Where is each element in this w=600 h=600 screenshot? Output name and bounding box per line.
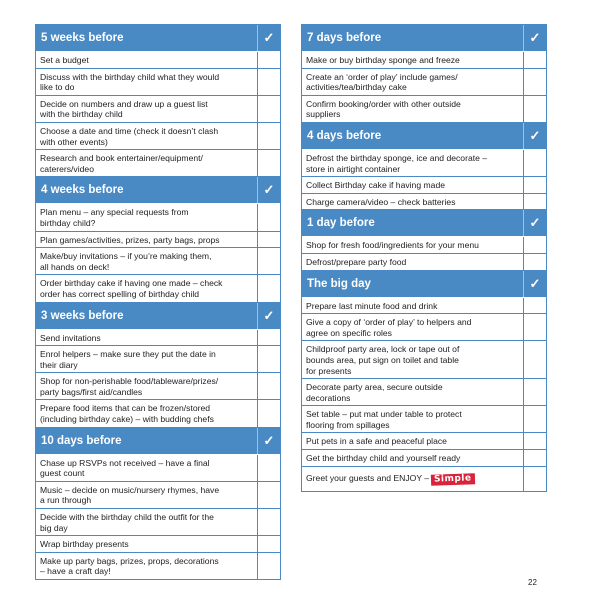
checklist-row (36, 275, 280, 302)
checkbox-cell[interactable] (524, 450, 546, 466)
checkbox-cell[interactable] (524, 96, 546, 122)
checkbox-cell[interactable] (258, 52, 280, 68)
checklist-item-text: Set a budget (36, 52, 258, 68)
left-checklist (35, 24, 281, 580)
check-mark-icon: ✓ (257, 303, 280, 329)
checklist-item-text: Make up party bags, prizes, props, decorations – have a craft day! (36, 553, 258, 579)
checkbox-cell[interactable] (524, 314, 546, 340)
simple-logo: Simple (431, 473, 475, 486)
checkbox-cell[interactable] (524, 150, 546, 176)
checklist-item-text: Decorate party area, secure outside decorations (302, 379, 524, 405)
section-header-4-weeks-before (36, 177, 280, 204)
checkbox-cell[interactable] (524, 406, 546, 432)
checkbox-cell[interactable] (258, 509, 280, 535)
checklist-item-text: Shop for fresh food/ingredients for your menu (302, 237, 524, 253)
checklist-item-text: Decide on numbers and draw up a guest list with the birthday child (36, 96, 258, 122)
checklist-row (36, 96, 280, 123)
section-title: 4 weeks before (41, 184, 124, 197)
checklist-row (36, 509, 280, 536)
checklist-item-text: Enrol helpers – make sure they put the date in their diary (36, 346, 258, 372)
checkbox-cell[interactable] (258, 400, 280, 426)
checklist-row (302, 467, 546, 491)
checklist-item-text: Charge camera/video – check batteries (302, 194, 524, 210)
checkbox-cell[interactable] (524, 379, 546, 405)
checklist-item-text: Send invitations (36, 330, 258, 346)
checklist-item-text: Defrost/prepare party food (302, 254, 524, 270)
checkbox-cell[interactable] (524, 194, 546, 210)
check-mark-icon: ✓ (257, 428, 280, 454)
checkbox-cell[interactable] (258, 123, 280, 149)
checklist-item-text: Research and book entertainer/equipment/ caterers/video (36, 150, 258, 176)
checkbox-cell[interactable] (258, 69, 280, 95)
checklist-row (36, 536, 280, 553)
check-mark-icon: ✓ (523, 271, 546, 297)
section-header-the-big-day (302, 271, 546, 298)
checkbox-cell[interactable] (524, 52, 546, 68)
checklist-item-text: Plan menu – any special requests from birthday child? (36, 204, 258, 230)
check-mark-icon: ✓ (523, 25, 546, 51)
checklist-item-text: Discuss with the birthday child what they would like to do (36, 69, 258, 95)
check-mark-icon: ✓ (523, 123, 546, 149)
section-title: 4 days before (307, 129, 382, 142)
section-title: 10 days before (41, 434, 122, 447)
checklist-row (36, 400, 280, 427)
page-number: 22 (528, 578, 537, 587)
checklist-item-text: Music – decide on music/nursery rhymes, have a run through (36, 482, 258, 508)
checklist-row (36, 455, 280, 482)
checklist-row (36, 346, 280, 373)
section-header-3-weeks-before (36, 303, 280, 330)
checklist-row (302, 254, 546, 271)
checkbox-cell[interactable] (258, 553, 280, 579)
checklist-row (36, 482, 280, 509)
checklist-item-text: Put pets in a safe and peaceful place (302, 433, 524, 449)
checkbox-cell[interactable] (258, 482, 280, 508)
checklist-row (302, 150, 546, 177)
checkbox-cell[interactable] (258, 248, 280, 274)
checkbox-cell[interactable] (524, 433, 546, 449)
checklist-row (302, 450, 546, 467)
checklist-item-text: Make or buy birthday sponge and freeze (302, 52, 524, 68)
checklist-item-text: Get the birthday child and yourself ready (302, 450, 524, 466)
checklist-row (36, 330, 280, 347)
section-header-1-day-before (302, 210, 546, 237)
checkbox-cell[interactable] (524, 237, 546, 253)
checkbox-cell[interactable] (258, 275, 280, 301)
checklist-row (302, 69, 546, 96)
checklist-item-text: Shop for non-perishable food/tableware/prizes/ party bags/first aid/candles (36, 373, 258, 399)
checklist-item-text: Create an ‘order of play’ include games/ activities/tea/birthday cake (302, 69, 524, 95)
checklist-item-text: Chase up RSVPs not received – have a final guest count (36, 455, 258, 481)
checklist-item-text: Give a copy of ‘order of play’ to helpers and agree on specific roles (302, 314, 524, 340)
checklist-row (302, 433, 546, 450)
checklist-row (302, 379, 546, 406)
checklist-item-text: Choose a date and time (check it doesn’t clash with other events) (36, 123, 258, 149)
checkbox-cell[interactable] (524, 254, 546, 270)
checkbox-cell[interactable] (524, 341, 546, 378)
checklist-row (302, 52, 546, 69)
checklist-row (302, 341, 546, 379)
checkbox-cell[interactable] (258, 346, 280, 372)
checklist-row (36, 69, 280, 96)
checkbox-cell[interactable] (258, 232, 280, 248)
checklist-row (36, 373, 280, 400)
right-checklist (301, 24, 547, 492)
section-title: 1 day before (307, 217, 375, 230)
checklist-item-text: Confirm booking/order with other outside suppliers (302, 96, 524, 122)
checklist-row (302, 194, 546, 211)
checklist-item-text: Plan games/activities, prizes, party bags, props (36, 232, 258, 248)
section-title: 3 weeks before (41, 309, 124, 322)
checklist-row (302, 177, 546, 194)
checklist-row (302, 314, 546, 341)
checkbox-cell[interactable] (524, 69, 546, 95)
checklist-row (36, 204, 280, 231)
checkbox-cell[interactable] (258, 330, 280, 346)
checklist-row (302, 237, 546, 254)
checklist-item-text: Childproof party area, lock or tape out of bounds area, put sign on toilet and table for presents (302, 341, 524, 378)
checkbox-cell[interactable] (524, 467, 546, 491)
checklist-item-text: Defrost the birthday sponge, ice and decorate – store in airtight container (302, 150, 524, 176)
checklist-row (36, 232, 280, 249)
checklist-item-text: Order birthday cake if having one made – check order has correct spelling of birthday child (36, 275, 258, 301)
checklist-row (302, 298, 546, 315)
checklist-row (36, 248, 280, 275)
checklist-item-text: Wrap birthday presents (36, 536, 258, 552)
checklist-item-text: Make/buy invitations – if you’re making them, all hands on deck! (36, 248, 258, 274)
checklist-row (36, 123, 280, 150)
checkbox-cell[interactable] (524, 177, 546, 193)
checkbox-cell[interactable] (258, 373, 280, 399)
checkbox-cell[interactable] (258, 204, 280, 230)
section-header-5-weeks-before (36, 25, 280, 52)
checkbox-cell[interactable] (258, 536, 280, 552)
checkbox-cell[interactable] (258, 150, 280, 176)
checklist-item-text: Greet your guests and ENJOY – Simple (302, 467, 524, 491)
checklist-item-text: Set table – put mat under table to protect flooring from spillages (302, 406, 524, 432)
checklist-row (36, 150, 280, 177)
checkbox-cell[interactable] (258, 455, 280, 481)
checklist-row (36, 52, 280, 69)
check-mark-icon: ✓ (523, 210, 546, 236)
checklist-item-text: Decide with the birthday child the outfit for the big day (36, 509, 258, 535)
checklist-item-text: Prepare last minute food and drink (302, 298, 524, 314)
check-mark-icon: ✓ (257, 177, 280, 203)
checklist-row (302, 96, 546, 123)
checklist-item-text: Collect Birthday cake if having made (302, 177, 524, 193)
checklist-row (302, 406, 546, 433)
checklist-item-text: Prepare food items that can be frozen/stored (including birthday cake) – with budding chefs (36, 400, 258, 426)
section-header-7-days-before (302, 25, 546, 52)
section-title: The big day (307, 277, 371, 290)
section-header-4-days-before (302, 123, 546, 150)
checkbox-cell[interactable] (258, 96, 280, 122)
checklist-row (36, 553, 280, 579)
check-mark-icon: ✓ (257, 25, 280, 51)
section-title: 5 weeks before (41, 32, 124, 44)
section-header-10-days-before (36, 428, 280, 455)
checkbox-cell[interactable] (524, 298, 546, 314)
section-title: 7 days before (307, 32, 382, 44)
